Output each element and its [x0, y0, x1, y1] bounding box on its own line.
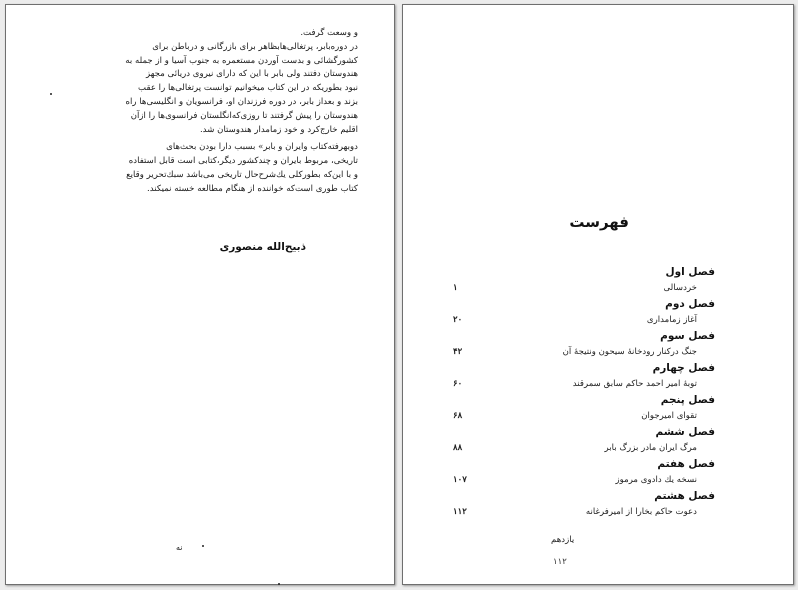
toc-chapter-heading: فصل دوم — [665, 298, 715, 310]
scan-speck — [278, 583, 280, 585]
left-page — [5, 4, 395, 585]
toc-entry[interactable] — [453, 311, 715, 329]
toc-chapter-heading: فصل اول — [665, 266, 715, 278]
toc-entry-title: نسخه یك دادوی مرموز — [615, 475, 697, 485]
toc-chapter-heading: فصل هشتم — [654, 490, 715, 502]
toc-entry[interactable] — [453, 471, 715, 489]
cut-off-text — [553, 554, 575, 567]
toc-page-number: ۶۰ — [453, 379, 463, 389]
toc-entry-title: آغاز زمامداری — [646, 315, 697, 325]
text-line: دوبهرفته‌کتاب وایران و بابر» بسبب دارا بودن بحث‌های — [166, 142, 358, 153]
toc-chapter-heading: فصل چهارم — [652, 362, 715, 374]
scan-speck — [50, 93, 52, 95]
page-number: نه — [176, 543, 183, 552]
table-of-contents — [453, 265, 715, 521]
toc-chapter-heading: فصل سوم — [660, 330, 715, 342]
toc-entry[interactable] — [453, 439, 715, 457]
page-number: یازدهم — [551, 535, 575, 545]
toc-page-number: ۲۰ — [453, 315, 463, 325]
toc-page-number: ۱ — [453, 283, 458, 293]
text-line: کتاب طوری است‌که خواننده از هنگام مطالعه خسته نمیکند. — [147, 183, 358, 194]
toc-chapter-heading: فصل پنجم — [660, 394, 715, 406]
preface-text — [54, 27, 358, 197]
cut-off-number: ۱۱۲ — [553, 557, 567, 567]
text-line: بزند و بعداز بابر، در دوره فرزندان او، فرانسویان و انگلیسی‌ها راه — [125, 96, 358, 107]
toc-page-number: ۴۲ — [453, 347, 463, 357]
toc-entry-title: تقوای امیرجوان — [641, 411, 697, 421]
toc-heading: فهرست — [569, 213, 629, 231]
toc-entry-title: جنگ درکنار رودخانهٔ سیحون ونتیجهٔ آن — [562, 347, 697, 357]
text-line: هندوستان دفتند ولی بابر با این که دارای نیروی دریائی مجهز — [145, 69, 358, 80]
text-line: اقلیم خارج‌کرد و خود زمامدار هندوستان شد. — [199, 124, 358, 135]
text-line: کشورگشائی و بدست آوردن مستعمره به جنوب آسیا و از جمله به — [125, 55, 358, 66]
toc-entry[interactable] — [453, 343, 715, 361]
text-line: هندوستان را پیش گرفتند تا روزی‌که‌انگلستان فرانسوی‌ها را ازآن — [130, 110, 358, 121]
toc-page-number: ۸۸ — [453, 443, 463, 453]
toc-entry-title: مرگ ایران مادر بزرگ بابر — [604, 443, 697, 453]
right-page — [402, 4, 794, 585]
toc-entry-title: خردسالی — [663, 283, 697, 293]
toc-entry[interactable] — [453, 279, 715, 297]
toc-page-number: ۶۸ — [453, 411, 463, 421]
author-signature: ذبیح‌الله منصوری — [219, 241, 306, 253]
text-line: در دوره‌بابر، پرتغالی‌ها‌بظاهر برای بازرگانی‌ و درباطن برای — [152, 41, 358, 52]
text-line: و وسعت گرفت. — [300, 28, 358, 38]
toc-entry-title: توبهٔ امیر احمد حاکم سابق سمرقند — [572, 379, 697, 389]
toc-chapter-heading: فصل ششم — [655, 426, 715, 438]
toc-entry[interactable] — [453, 375, 715, 393]
toc-page-number: ۱۱۲ — [453, 507, 467, 517]
text-line: نبود بطوریکه در این کتاب میخوانیم توانست پرتغالی‌ها را عقب — [138, 83, 358, 94]
toc-entry[interactable] — [453, 407, 715, 425]
toc-chapter-heading: فصل هفتم — [657, 458, 715, 470]
scan-speck — [202, 545, 204, 547]
toc-entry-title: دعوت حاکم بخارا از امیرفرغانه — [585, 507, 697, 517]
text-line: و با این‌که بطورکلی یك‌شرح‌حال تاریخی می‌باشد سبك‌تحرير وقايع — [126, 169, 358, 180]
toc-entry[interactable] — [453, 503, 715, 521]
text-line: تاریخی، مربوط بایران و چندکشور دیگر،کتابی است قابل استفاده — [128, 156, 358, 167]
toc-page-number: ۱۰۷ — [453, 475, 467, 485]
